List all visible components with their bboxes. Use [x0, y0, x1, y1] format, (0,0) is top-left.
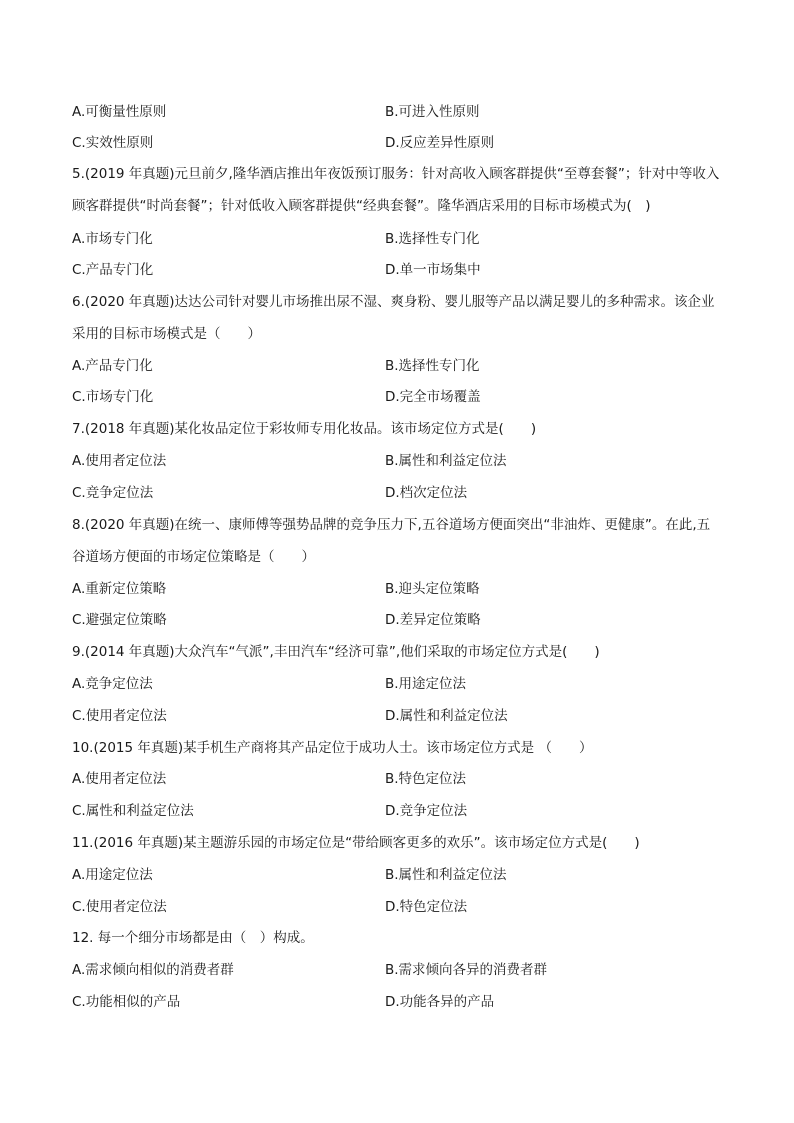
q5-stem-line-1: 5.(2019 年真题)元旦前夕,隆华酒店推出年夜饭预订服务：针对高收入顾客群提供“至尊套餐”；针对中等收入	[72, 166, 720, 182]
q6-option-d: D.完全市场覆盖	[385, 389, 481, 405]
q12-stem-line-1: 12. 每一个细分市场都是由（ ）构成。	[72, 930, 314, 946]
q5-option-d: D.单一市场集中	[385, 262, 481, 278]
q11-stem-line-1: 11.(2016 年真题)某主题游乐园的市场定位是“带给顾客更多的欢乐”。该市场定位方式是( )	[72, 835, 640, 851]
q6-option-c: C.市场专门化	[72, 389, 154, 405]
q8-stem-line-1: 8.(2020 年真题)在统一、康师傅等强势品牌的竞争压力下,五谷道场方便面突出“非油炸、更健康”。在此,五	[72, 517, 711, 533]
q8-option-c: C.避强定位策略	[72, 612, 167, 628]
q10-option-d: D.竞争定位法	[385, 803, 468, 819]
q6-option-a: A.产品专门化	[72, 358, 153, 374]
q9-stem-line-1: 9.(2014 年真题)大众汽车“气派”,丰田汽车“经济可靠”,他们采取的市场定位方式是( )	[72, 644, 600, 660]
q9-option-b: B.用途定位法	[385, 676, 467, 692]
q10-option-c: C.属性和利益定位法	[72, 803, 194, 819]
q10-stem-line-1: 10.(2015 年真题)某手机生产商将其产品定位于成功人士。该市场定位方式是 （ ）	[72, 740, 593, 756]
q5-option-a: A.市场专门化	[72, 231, 153, 247]
q4-option-d: D.反应差异性原则	[385, 135, 495, 151]
q10-option-a: A.使用者定位法	[72, 771, 167, 787]
q11-option-d: D.特色定位法	[385, 899, 468, 915]
q9-option-a: A.竞争定位法	[72, 676, 153, 692]
q6-option-b: B.选择性专门化	[385, 358, 480, 374]
q4-option-a: A.可衡量性原则	[72, 104, 167, 120]
q11-option-b: B.属性和利益定位法	[385, 867, 507, 883]
q12-option-d: D.功能各异的产品	[385, 994, 495, 1010]
q8-option-d: D.差异定位策略	[385, 612, 481, 628]
q9-option-c: C.使用者定位法	[72, 708, 167, 724]
q7-option-a: A.使用者定位法	[72, 453, 167, 469]
q9-option-d: D.属性和利益定位法	[385, 708, 508, 724]
q12-option-c: C.功能相似的产品	[72, 994, 181, 1010]
q5-stem-line-2: 顾客群提供“时尚套餐”；针对低收入顾客群提供“经典套餐”。隆华酒店采用的目标市场模式为( )	[72, 198, 651, 214]
q11-option-c: C.使用者定位法	[72, 899, 167, 915]
q12-option-a: A.需求倾向相似的消费者群	[72, 962, 234, 978]
q5-option-b: B.选择性专门化	[385, 231, 480, 247]
q5-option-c: C.产品专门化	[72, 262, 154, 278]
q7-option-c: C.竞争定位法	[72, 485, 154, 501]
q11-option-a: A.用途定位法	[72, 867, 153, 883]
q8-stem-line-2: 谷道场方便面的市场定位策略是（ ）	[72, 549, 315, 565]
q10-option-b: B.特色定位法	[385, 771, 467, 787]
q6-stem-line-2: 采用的目标市场模式是（ ）	[72, 326, 261, 342]
q8-option-b: B.迎头定位策略	[385, 581, 480, 597]
q4-option-b: B.可进入性原则	[385, 104, 480, 120]
q8-option-a: A.重新定位策略	[72, 581, 167, 597]
q7-stem-line-1: 7.(2018 年真题)某化妆品定位于彩妆师专用化妆品。该市场定位方式是( )	[72, 421, 537, 437]
q4-option-c: C.实效性原则	[72, 135, 154, 151]
q12-option-b: B.需求倾向各异的消费者群	[385, 962, 548, 978]
q6-stem-line-1: 6.(2020 年真题)达达公司针对婴儿市场推出尿不湿、爽身粉、婴儿服等产品以满足婴儿的多种需求。该企业	[72, 294, 715, 310]
q7-option-b: B.属性和利益定位法	[385, 453, 507, 469]
q7-option-d: D.档次定位法	[385, 485, 468, 501]
